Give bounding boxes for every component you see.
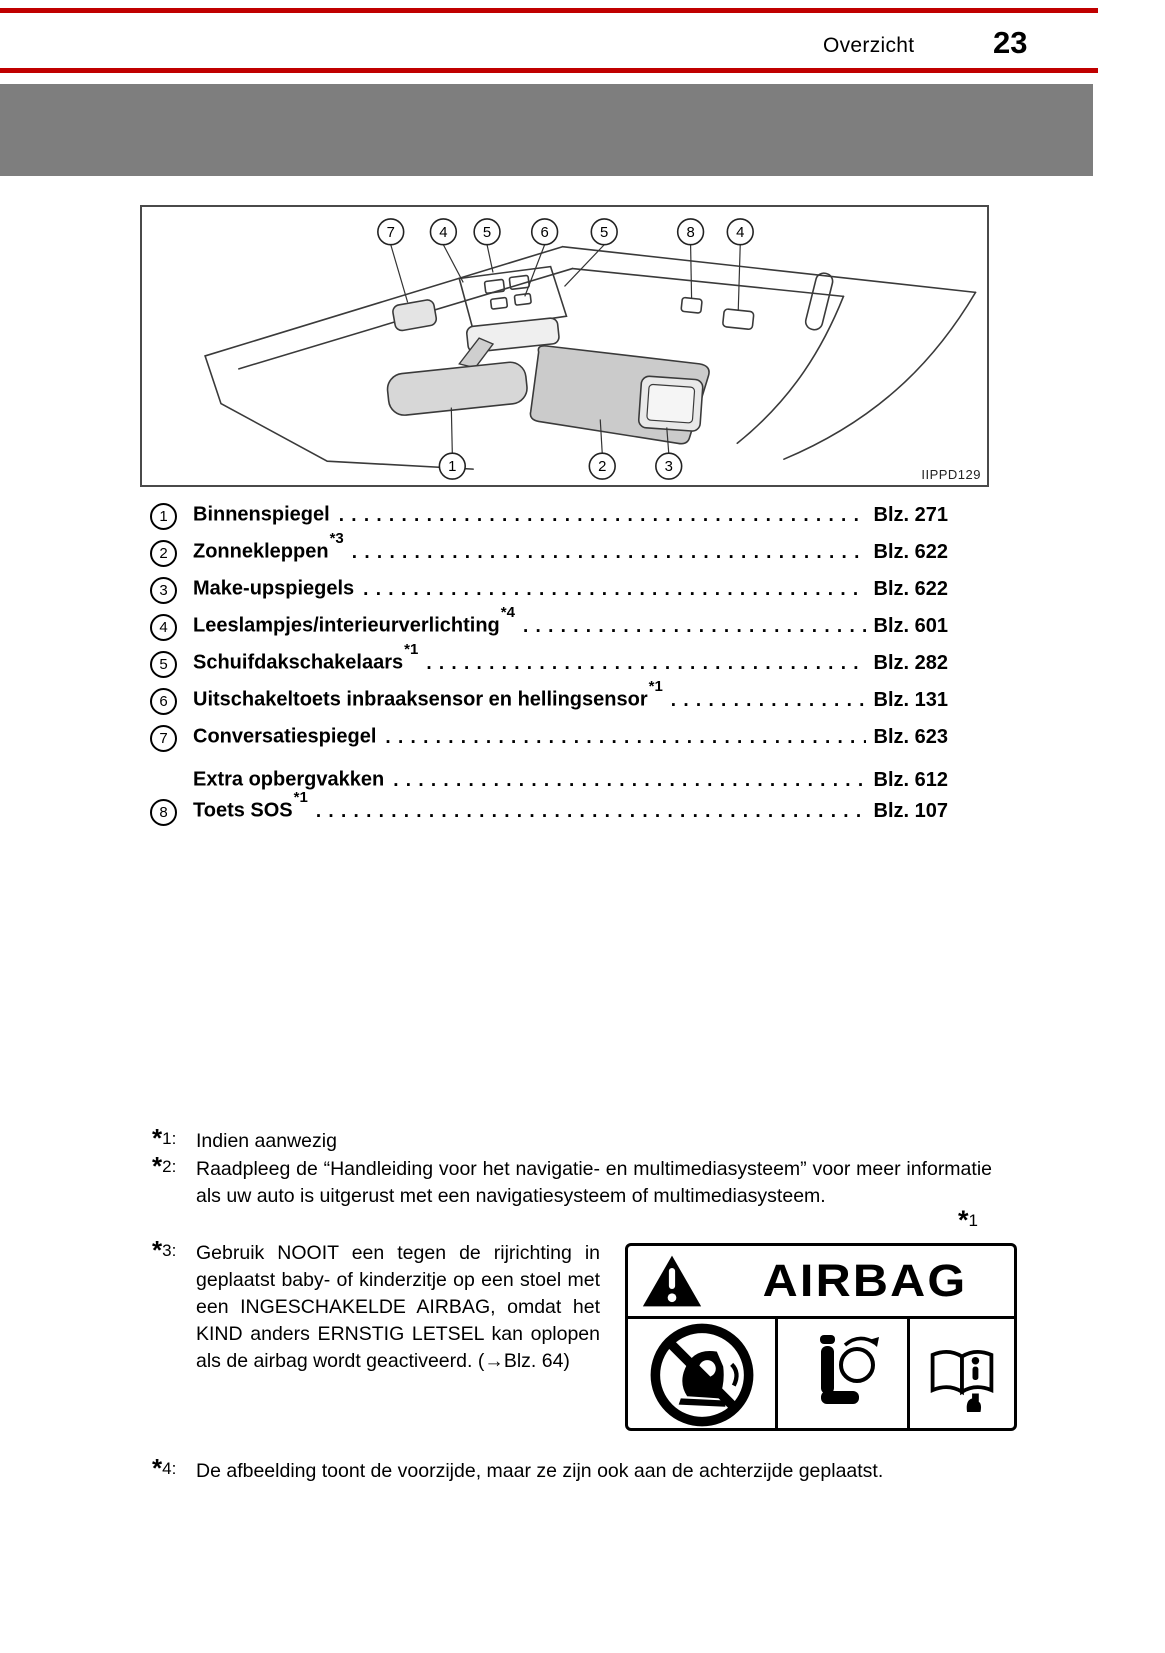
footnote-1 [152,1123,752,1155]
item-number-badge: 6 [150,688,177,715]
item-label [193,678,663,712]
ceiling-overview-illustration [142,207,987,485]
overhead-console [459,267,754,353]
item-page-ref: Blz. 622 [873,577,948,600]
footnote-marker [152,1125,176,1152]
item-page-ref: Blz. 282 [873,651,948,674]
callout-5b-top [591,219,617,245]
svg-text:6: 6 [540,224,549,241]
item-footnote-marker: *1 [404,641,419,658]
svg-text:5: 5 [600,224,609,241]
svg-text:4: 4 [736,224,745,241]
svg-text:4: 4 [439,224,448,241]
item-label [193,604,515,638]
item-footnote-marker: *1 [648,678,663,695]
item-label-text: Conversatiespiegel [193,725,377,748]
footnote-3 [152,1235,600,1375]
legend-item-1 [150,500,948,537]
dot-leader [671,690,866,712]
item-number-badge: 5 [150,651,177,678]
callout-3-bottom [656,453,682,479]
dot-leader [523,616,866,638]
item-label [193,641,419,675]
vanity-mirror [638,376,703,432]
legend-list [150,500,948,833]
legend-item-7b [150,759,948,796]
footnote-2 [152,1151,992,1210]
dot-leader [352,542,866,564]
item-label-text: Extra opbergvakken [193,769,385,791]
item-number-badge: 2 [150,540,177,567]
item-label-text: Uitschakeltoets inbraaksensor en hellingsensor [193,688,648,711]
item-page-ref: Blz. 107 [873,799,948,822]
svg-text:5: 5 [482,224,492,241]
airbag-deploy-seat-icon [778,1319,910,1431]
item-label-text: Binnenspiegel [193,503,330,526]
footnote-label: 4: [162,1459,177,1478]
item-label [193,789,308,823]
item-number-badge: 7 [150,725,177,752]
item-label-text: Leeslampjes/interieurverlichting [193,614,500,637]
overview-figure [140,205,989,487]
item-number-badge: 8 [150,799,177,826]
manual-book-icon [910,1319,1014,1431]
footnote-star: * [152,1151,163,1181]
legend-item-6 [150,678,948,722]
item-label-text: Schuifdakschakelaars [193,651,404,674]
airbag-pictogram-row [628,1316,1014,1431]
svg-text:7: 7 [386,224,395,241]
legend-item-4 [150,604,948,648]
footnote-star: * [152,1235,163,1265]
item-page-ref: Blz. 612 [873,769,948,791]
footnote-4 [152,1453,1072,1485]
footnote-marker [152,1153,176,1180]
item-page-ref: Blz. 271 [873,503,948,526]
item-number-badge: 1 [150,503,177,530]
item-footnote-marker: *4 [500,604,515,621]
header-rule-top [0,8,1098,13]
grab-handle [804,271,834,331]
footnote-text: De afbeelding toont de voorzijde, maar ze zijn ook aan de achterzijde geplaatst. [196,1460,884,1482]
footnote-star: * [958,1205,969,1235]
callout-7-top [378,219,404,245]
legend-item-5 [150,641,948,685]
item-page-ref: Blz. 622 [873,540,948,563]
legend-item-2 [150,530,948,574]
svg-text:2: 2 [598,459,607,476]
dot-leader [363,579,865,601]
airbag-warning-label [625,1243,1017,1431]
airbag-label-header [628,1246,1014,1316]
dot-leader [393,770,865,792]
callout-1-bottom [439,453,465,479]
callout-2-bottom [589,453,615,479]
legend-item-8 [150,789,948,833]
footnote-marker [152,1237,176,1264]
footnote-label: 2: [162,1157,177,1176]
footnote-label: 3: [162,1241,177,1260]
callout-6-top [532,219,558,245]
item-label [193,765,385,792]
airbag-label-footnote-ref [958,1205,978,1236]
svg-text:8: 8 [686,224,695,241]
chapter-banner [0,84,1093,176]
item-label [193,722,377,749]
warning-triangle-icon [628,1253,716,1309]
no-rearfacing-child-seat-icon [628,1319,778,1431]
item-page-ref: Blz. 623 [873,725,948,748]
svg-text:3: 3 [664,459,673,476]
footnote-text: Indien aanwezig [196,1130,337,1152]
item-page-ref: Blz. 601 [873,614,948,637]
section-title: Overzicht [823,34,915,57]
figure-code: IIPPD129 [921,467,981,482]
dot-leader [426,653,865,675]
footnote-text: Raadpleeg de “Handleiding voor het navigatie- en multimediasysteem” voor meer informatie als uw auto is uitgerust met een navigatiesysteem of multimediasysteem. [196,1158,992,1207]
dot-leader [339,505,866,527]
header-rule-bottom [0,68,1098,73]
legend-item-7 [150,722,948,759]
airbag-label-title: AIRBAG [762,1255,968,1306]
item-number-badge: 4 [150,614,177,641]
dot-leader [316,801,866,823]
callout-4-top [430,219,456,245]
item-number-badge: 3 [150,577,177,604]
callout-8-top [678,219,704,245]
item-page-ref: Blz. 131 [873,688,948,711]
item-label [193,500,331,527]
footnote-label: 1: [162,1129,177,1148]
item-label [193,530,344,564]
item-label-text: Toets SOS [193,799,293,822]
callout-5-top [474,219,500,245]
legend-item-3 [150,574,948,611]
item-label-text: Make-upspiegels [193,577,355,600]
svg-text:1: 1 [448,459,457,476]
rearview-mirror [386,338,529,417]
item-number-badge [150,759,177,786]
item-label [193,574,355,601]
dot-leader [385,727,865,749]
callout-4b-top [727,219,753,245]
page-number: 23 [993,25,1028,60]
footnote-star: * [152,1123,163,1153]
footnote-star: * [152,1453,163,1483]
item-footnote-marker: *3 [329,530,344,547]
conversation-mirror [392,299,438,332]
footnote-label: 1 [968,1211,978,1230]
footnote-marker [152,1455,176,1482]
footnote-text: Gebruik NOOIT een tegen de rijrichting in geplaatst baby- of kinderzitje op een stoel met een INGESCHAKELDE AIRBAG, omdat het KIND anders ERNSTIG LETSEL kan oplopen als de airbag wordt geactiveerd. (→Blz. 64) [196,1242,600,1372]
item-footnote-marker: *1 [293,789,308,806]
item-label-text: Zonnekleppen [193,540,329,563]
